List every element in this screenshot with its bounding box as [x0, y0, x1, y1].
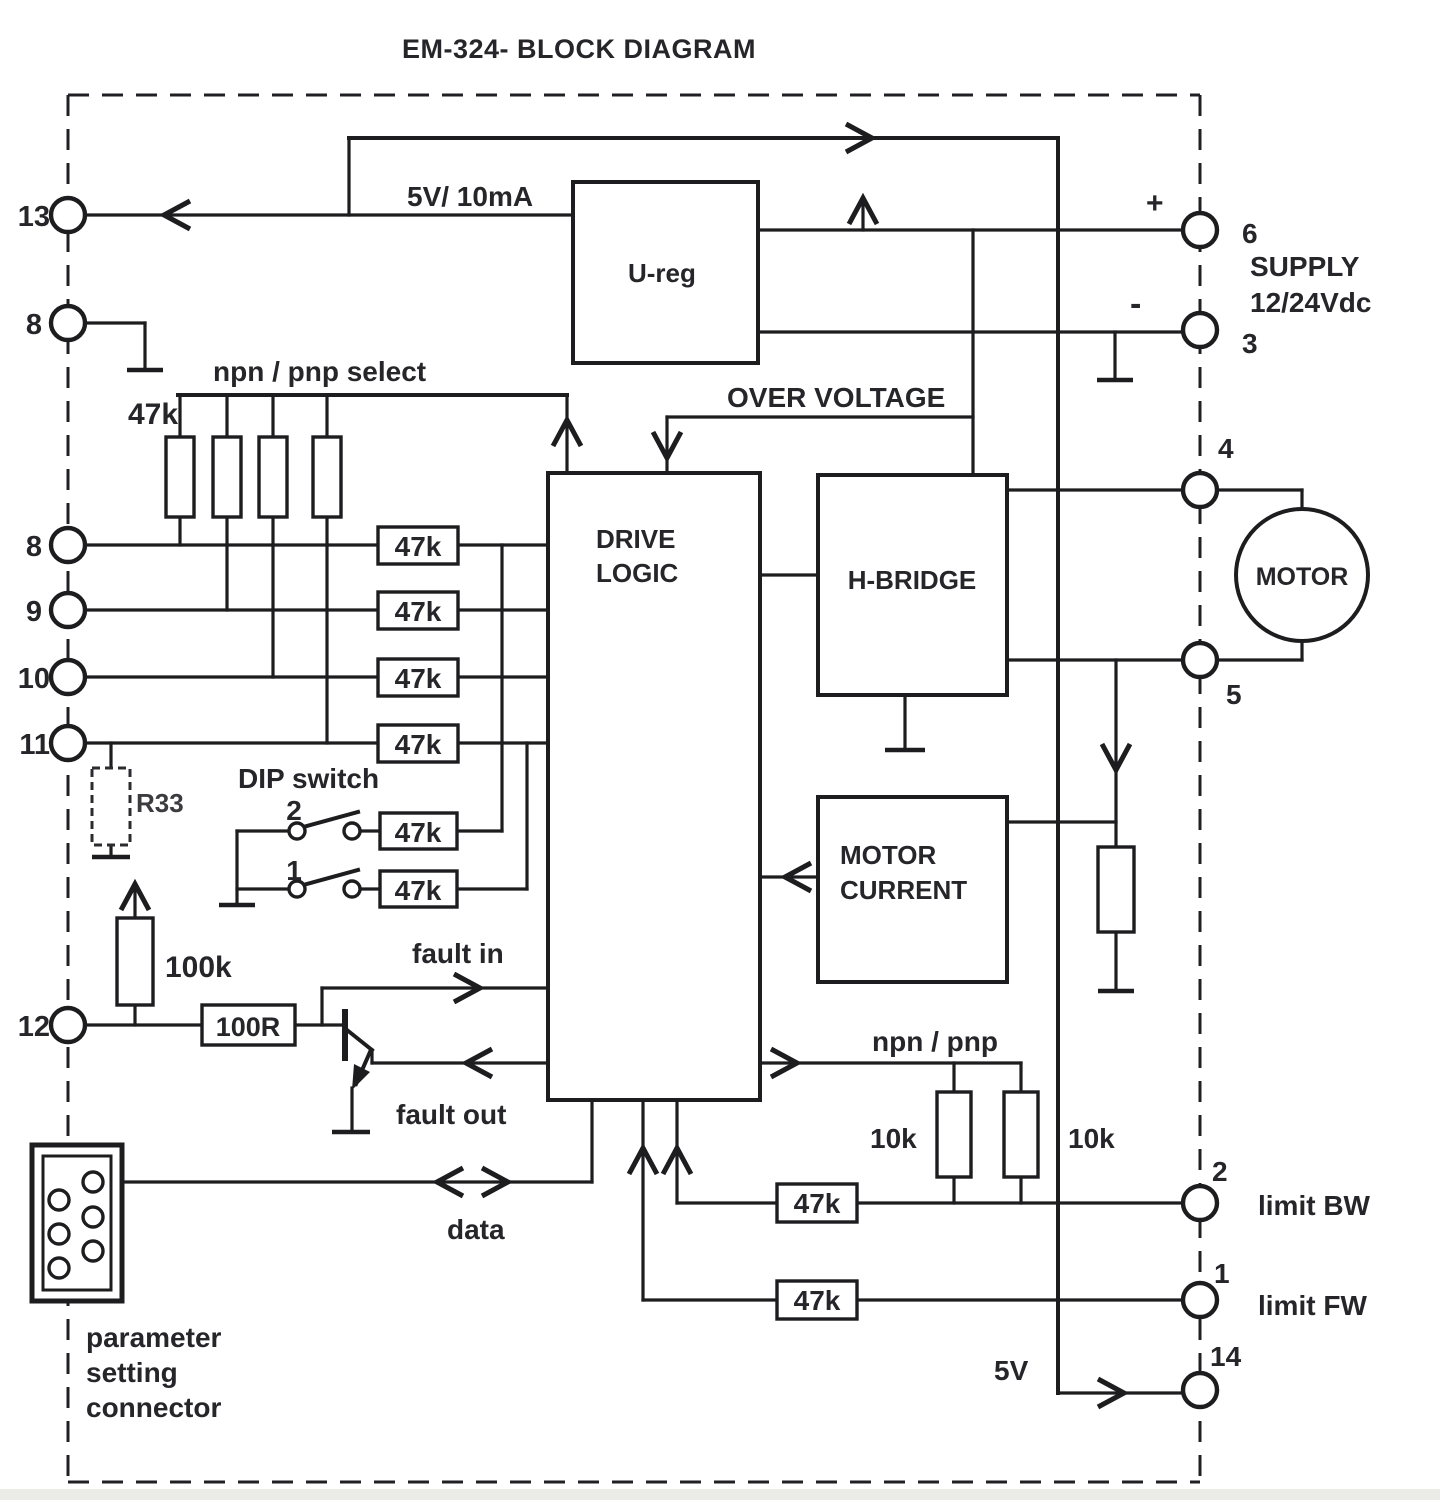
47k-row4-value: 47k [394, 729, 442, 760]
motor-current-label-1: MOTOR [840, 840, 937, 870]
pullup-47k-label: 47k [128, 398, 179, 431]
pin-9-number: 9 [25, 596, 42, 628]
100k-label: 100k [165, 951, 232, 984]
dip-pos1-label: 1 [286, 855, 302, 886]
connector-pin [49, 1190, 69, 1210]
r33-label: R33 [136, 788, 184, 818]
connector-pin [83, 1207, 103, 1227]
47k-limit-bw-value: 47k [793, 1188, 841, 1219]
47k-row2-value: 47k [394, 596, 442, 627]
dip-switch-label: DIP switch [238, 763, 380, 794]
scan-noise [0, 1489, 1440, 1500]
47k-dip2-value: 47k [394, 817, 442, 848]
dip-pos2-label: 2 [286, 795, 302, 826]
h-bridge-label: H-BRIDGE [847, 565, 977, 595]
pullup-resistor-2 [213, 437, 241, 517]
pin-5-number: 5 [1226, 679, 1242, 710]
pin-6-circle [1183, 213, 1217, 247]
pin-4-number: 4 [1218, 433, 1234, 464]
pin-8b-number: 8 [25, 531, 42, 563]
param-connector-label-1: parameter [86, 1322, 222, 1353]
supply-minus-sign: - [1130, 285, 1142, 323]
fault-in-label: fault in [412, 938, 504, 969]
data-label: data [447, 1214, 505, 1245]
npn-pnp-select-label: npn / pnp select [213, 356, 427, 387]
connector-pin [83, 1172, 103, 1192]
transistor-emitter-arrow [352, 1064, 370, 1090]
supply-label-1: SUPPLY [1250, 251, 1360, 282]
pin-11-circle [51, 726, 85, 760]
drive-logic-label-2: LOGIC [596, 558, 679, 588]
pin-11-number: 11 [19, 729, 50, 761]
motor-label: MOTOR [1255, 563, 1349, 591]
current-sense-resistor [1098, 847, 1134, 932]
pin-8a-number: 8 [25, 309, 42, 341]
pullup-100k-resistor [117, 918, 153, 1005]
supply-label-2: 12/24Vdc [1250, 287, 1372, 318]
pin-3-number: 3 [1242, 328, 1258, 359]
47k-limit-fw-value: 47k [793, 1285, 841, 1316]
dip-switch-2-contact-right [344, 823, 360, 839]
100r-label: 100R [215, 1012, 281, 1042]
pin-3-circle [1183, 313, 1217, 347]
pin-5-circle [1183, 643, 1217, 677]
5v-10ma-label: 5V/ 10mA [407, 181, 534, 212]
47k-row1-value: 47k [394, 531, 442, 562]
pin-8a-circle [51, 306, 85, 340]
pullup-resistor-3 [259, 437, 287, 517]
param-connector-label-3: connector [86, 1392, 222, 1423]
pin-2-circle [1183, 1186, 1217, 1220]
parameter-connector [32, 1145, 122, 1301]
pulldown-10k-right [1004, 1092, 1038, 1177]
pin-13-number: 13 [17, 201, 50, 233]
pin-14-circle [1183, 1373, 1217, 1407]
pin-10-number: 10 [17, 663, 50, 695]
pin-4-circle [1183, 473, 1217, 507]
10k-right-label: 10k [1068, 1123, 1115, 1154]
pullup-resistor-1 [166, 437, 194, 517]
npn-pnp-label: npn / pnp [872, 1026, 998, 1057]
limit-bw-label: limit BW [1258, 1190, 1370, 1221]
pin-12-number: 12 [17, 1011, 50, 1043]
u-reg-label: U-reg [628, 258, 696, 288]
pin-8b-circle [51, 528, 85, 562]
connector-pin [83, 1241, 103, 1261]
dip-switch-1-contact-right [344, 881, 360, 897]
connector-pin [49, 1224, 69, 1244]
limit-fw-label: limit FW [1258, 1290, 1367, 1321]
motor-current-label-2: CURRENT [840, 875, 968, 905]
pin-6-number: 6 [1242, 218, 1258, 249]
pin-12-circle [51, 1008, 85, 1042]
pin-9-circle [51, 593, 85, 627]
47k-dip1-value: 47k [394, 875, 442, 906]
47k-row3-value: 47k [394, 663, 442, 694]
pullup-resistor-4 [313, 437, 341, 517]
pulldown-10k-left [937, 1092, 971, 1177]
pin-10-circle [51, 660, 85, 694]
pin-13-circle [51, 198, 85, 232]
drive-logic-label-1: DRIVE [596, 524, 676, 554]
pin-1-circle [1183, 1283, 1217, 1317]
over-voltage-label: OVER VOLTAGE [727, 382, 946, 413]
pin-1-number: 1 [1214, 1258, 1230, 1289]
connector-pin [49, 1258, 69, 1278]
fault-out-label: fault out [396, 1099, 507, 1130]
r33-resistor [92, 768, 130, 845]
pin-14-number: 14 [1210, 1341, 1242, 1372]
10k-left-label: 10k [870, 1123, 917, 1154]
supply-plus-sign: + [1146, 187, 1164, 220]
param-connector-label-2: setting [86, 1357, 178, 1388]
diagram-title: EM-324- BLOCK DIAGRAM [402, 34, 757, 64]
5v-label: 5V [994, 1355, 1029, 1386]
fault-transistor [345, 1012, 372, 1090]
pin-2-number: 2 [1212, 1156, 1228, 1187]
